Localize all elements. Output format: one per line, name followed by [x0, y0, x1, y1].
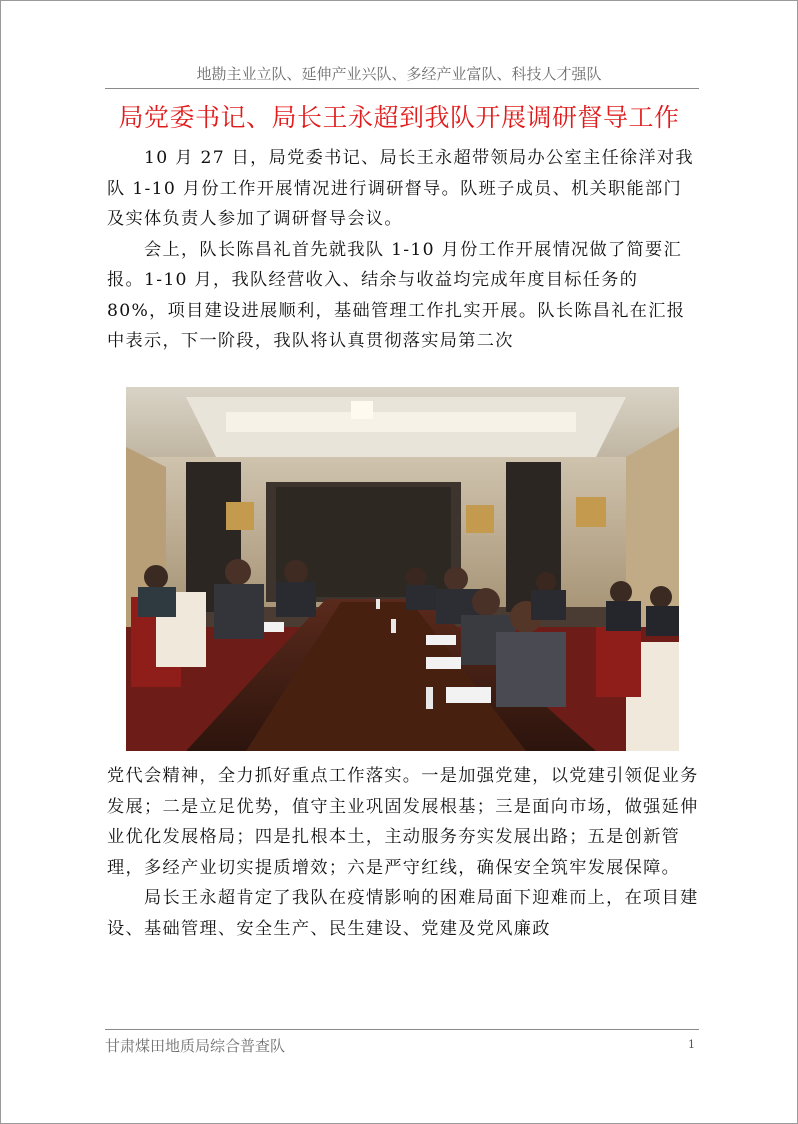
body-text-top	[107, 143, 699, 357]
meeting-photo-illustration	[126, 387, 679, 751]
footer-divider	[105, 1029, 699, 1030]
paragraph: 党代会精神，全力抓好重点工作落实。一是加强党建，以党建引领促业务发展；二是立足优势，值守主业巩固发展根基；三是面向市场，做强延伸业优化发展格局；四是扎根本土，主动服务夯实发展出路；五是创新管理，多经产业切实提质增效；六是严守红线，确保安全筑牢发展保障。	[107, 766, 699, 878]
running-header: 地勘主业立队、延伸产业兴队、多经产业富队、科技人才强队	[196, 65, 602, 83]
page-number: 1	[688, 1038, 695, 1051]
meeting-photo	[126, 387, 679, 751]
paragraph: 10 月 27 日，局党委书记、局长王永超带领局办公室主任徐洋对我队 1-10 月份工作开展情况进行调研督导。队班子成员、机关职能部门及实体负责人参加了调研督导会议。	[107, 148, 694, 229]
paragraph: 会上，队长陈昌礼首先就我队 1-10 月份工作开展情况做了简要汇报。1-10 月，我队经营收入、结余与收益均完成年度目标任务的 80%，项目建设进展顺利，基础管理工作扎实开展。队长陈昌礼在汇报中表示，下一阶段，我队将认真贯彻落实局第二次	[107, 239, 686, 351]
article-title: 局党委书记、局长王永超到我队开展调研督导工作	[118, 103, 680, 132]
footer-organization: 甘肃煤田地质局综合普查队	[105, 1037, 286, 1055]
header-divider	[105, 88, 699, 89]
paragraph: 局长王永超肯定了我队在疫情影响的困难局面下迎难而上，在项目建设、基础管理、安全生产、民生建设、党建及党风廉政	[107, 888, 699, 939]
body-text-bottom	[107, 761, 699, 944]
